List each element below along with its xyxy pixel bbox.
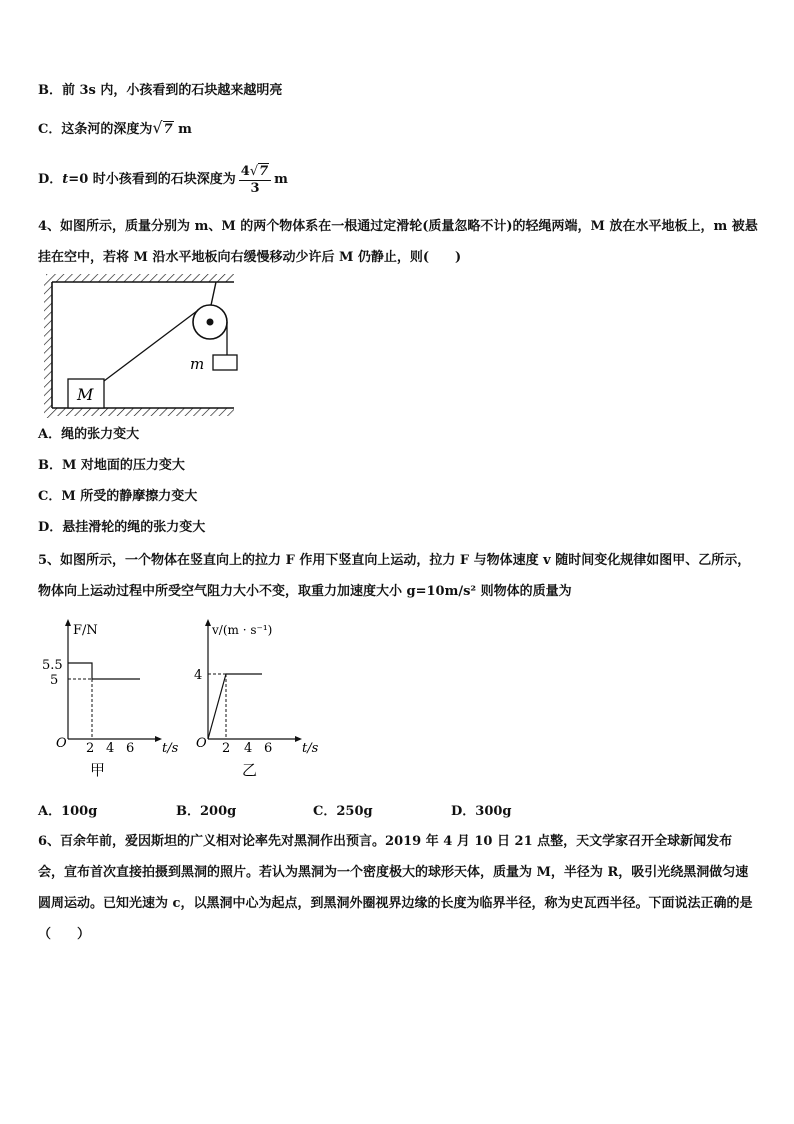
sqrt-symbol: √ — [249, 163, 259, 179]
label-m: m — [190, 355, 205, 373]
q3-option-d-unit: m — [274, 172, 288, 187]
origin-label: O — [56, 736, 67, 751]
q5-option-d: D．300g — [451, 804, 512, 819]
label-M: M — [77, 385, 94, 404]
q3-option-c-text: C．这条河的深度为 — [38, 122, 153, 137]
x-tick-label: 6 — [264, 741, 273, 756]
q3-option-d-text: =0 时小孩看到的石块深度为 — [68, 172, 236, 187]
fraction-denominator: 3 — [250, 180, 260, 196]
x-tick-label: 2 — [86, 741, 95, 756]
force-series-line — [68, 663, 140, 679]
q3-option-d-label: D． — [38, 172, 63, 187]
q3-option-c-sqrt: 7 — [163, 122, 173, 137]
x-axis-label: t/s — [302, 741, 319, 756]
y-tick-label: 5 — [50, 673, 59, 688]
graph-caption: 乙 — [242, 761, 258, 779]
graph-caption: 甲 — [90, 761, 106, 779]
q4-option-a: A．绳的张力变大 — [38, 427, 140, 442]
q3-option-d — [38, 160, 288, 200]
q4-option-b: B．M 对地面的压力变大 — [38, 458, 185, 473]
q5-option-a: A．100g — [38, 804, 98, 819]
x-tick-label: 2 — [222, 741, 231, 756]
q3-option-c-unit: m — [178, 122, 192, 137]
ceiling — [46, 274, 234, 282]
numerator-coef: 4 — [240, 163, 250, 179]
velocity-series-line — [208, 674, 262, 739]
y-tick-label: 5.5 — [42, 658, 63, 673]
q5-option-b: B．200g — [176, 804, 237, 819]
y-arrow — [65, 619, 71, 626]
q4-pulley-figure — [40, 272, 240, 422]
origin-label: O — [196, 736, 207, 751]
x-tick-label: 4 — [106, 741, 115, 756]
q3-option-d-fraction — [239, 163, 271, 197]
pulley-axle — [207, 319, 214, 326]
left-wall — [44, 282, 52, 418]
x-tick-label: 6 — [126, 741, 135, 756]
numerator-sqrt: 7 — [259, 163, 269, 179]
floor — [52, 408, 234, 416]
y-axis-label: v/(m · s⁻¹) — [212, 623, 273, 637]
y-arrow — [205, 619, 211, 626]
q4-option-c: C．M 所受的静摩擦力变大 — [38, 489, 198, 504]
q5-option-c: C．250g — [313, 804, 373, 819]
q5-stem: 5、如图所示，一个物体在竖直向上的拉力 F 作用下竖直向上运动，拉力 F 与物体速度 v 随时间变化规律如图甲、乙所示，物体向上运动过程中所受空气阻力大小不变，取重力加速度大小 g=10m/s² 则物体的质量为 — [38, 553, 751, 599]
q6-stem: 6、百余年前，爱因斯坦的广义相对论率先对黑洞作出预言。2019 年 4 月 10 日 21 点整，天文学家召开全球新闻发布会，宣布首次直接拍摄到黑洞的照片。若认为黑洞为一个密度极大的球形天体，质量为 M，半径为 R，吸引光绕黑洞做匀速圆周运动。已知光速为 c，以黑洞中心为起点，到黑洞外圈视界边缘的长度为临界半径，称为史瓦西半径。下面说法正确的是（ ） — [38, 834, 753, 942]
q5-graph-force — [40, 615, 190, 785]
q4-stem: 4、如图所示，质量分别为 m、M 的两个物体系在一根通过定滑轮(质量忽略不计)的轻绳两端，M 放在水平地板上，m 被悬挂在空中，若将 M 沿水平地板向右缓慢移动少许后 M 仍静止，则( ) — [38, 219, 758, 265]
q3-option-d-var: t — [62, 172, 69, 187]
x-axis-label: t/s — [162, 741, 179, 756]
fraction-numerator — [239, 163, 271, 181]
x-tick-label: 4 — [244, 741, 253, 756]
rope-to-M — [104, 311, 197, 381]
q3-option-b: B．前 3s 内，小孩看到的石块越来越明亮 — [38, 83, 283, 98]
q5-graph-velocity — [190, 615, 340, 785]
x-arrow — [155, 736, 162, 742]
x-arrow — [295, 736, 302, 742]
q3-option-c — [38, 118, 192, 140]
y-tick-label: 4 — [194, 668, 203, 683]
y-axis-label: F/N — [73, 623, 98, 638]
block-m — [213, 355, 237, 370]
sqrt-symbol: √ — [152, 118, 163, 137]
q4-option-d: D．悬挂滑轮的绳的张力变大 — [38, 520, 206, 535]
